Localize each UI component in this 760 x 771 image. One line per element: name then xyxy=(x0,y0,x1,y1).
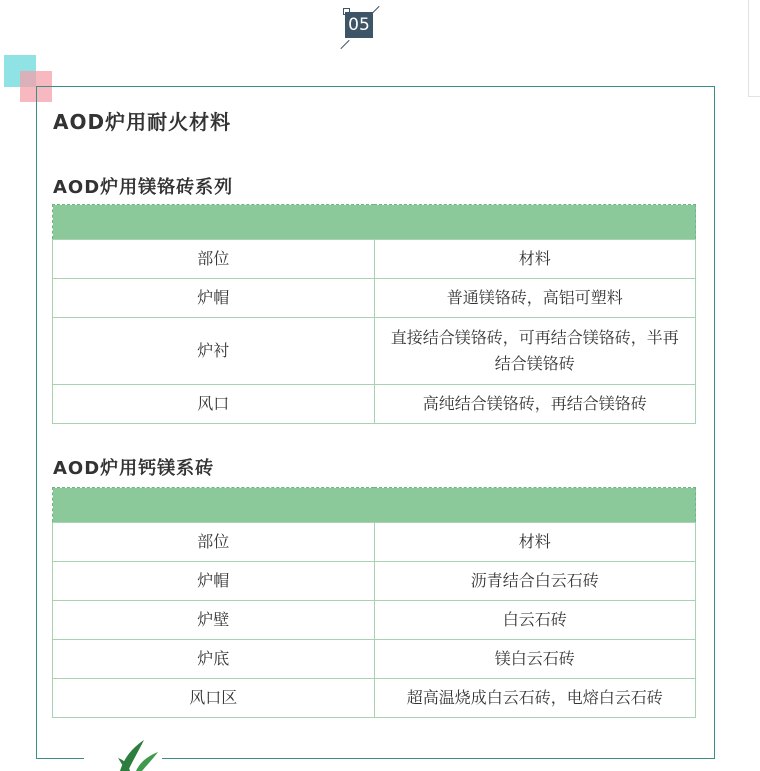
table-row xyxy=(53,640,696,679)
col-header-material: 材料 xyxy=(374,240,696,279)
cell-part: 风口 xyxy=(53,385,375,424)
cell-material: 直接结合镁铬砖，可再结合镁铬砖，半再结合镁铬砖 xyxy=(374,318,696,385)
adjacent-page-edge xyxy=(748,0,760,97)
col-header-part: 部位 xyxy=(53,240,375,279)
table-banner xyxy=(53,488,696,523)
table-row xyxy=(53,318,696,385)
cell-material: 镁白云石砖 xyxy=(374,640,696,679)
cell-part: 炉衬 xyxy=(53,318,375,385)
table-row xyxy=(53,279,696,318)
table-row xyxy=(53,601,696,640)
cell-material: 普通镁铬砖，高铝可塑料 xyxy=(374,279,696,318)
cell-material: 超高温烧成白云石砖，电熔白云石砖 xyxy=(374,679,696,718)
table-header-row xyxy=(53,523,696,562)
cell-material: 高纯结合镁铬砖，再结合镁铬砖 xyxy=(374,385,696,424)
leaf-decoration-icon xyxy=(110,738,170,771)
table-row xyxy=(53,562,696,601)
cell-material: 沥青结合白云石砖 xyxy=(374,562,696,601)
cell-part: 炉壁 xyxy=(53,601,375,640)
page-number-badge xyxy=(343,8,375,40)
cell-part: 炉帽 xyxy=(53,562,375,601)
table-magnesia-chrome xyxy=(52,204,696,424)
page-number: 05 xyxy=(345,12,373,38)
col-header-material: 材料 xyxy=(374,523,696,562)
cell-part: 炉帽 xyxy=(53,279,375,318)
cell-part: 风口区 xyxy=(53,679,375,718)
cell-material: 白云石砖 xyxy=(374,601,696,640)
badge-corner-line xyxy=(340,40,349,49)
table-row xyxy=(53,679,696,718)
section-title-magnesia-chrome: AOD炉用镁铬砖系列 xyxy=(53,177,234,198)
page-title: AOD炉用耐火材料 xyxy=(53,110,232,134)
section-title-calcium-magnesia: AOD炉用钙镁系砖 xyxy=(53,458,215,479)
table-header-row xyxy=(53,240,696,279)
col-header-part: 部位 xyxy=(53,523,375,562)
cell-part: 炉底 xyxy=(53,640,375,679)
table-banner xyxy=(53,205,696,240)
table-row xyxy=(53,385,696,424)
table-calcium-magnesia xyxy=(52,487,696,718)
